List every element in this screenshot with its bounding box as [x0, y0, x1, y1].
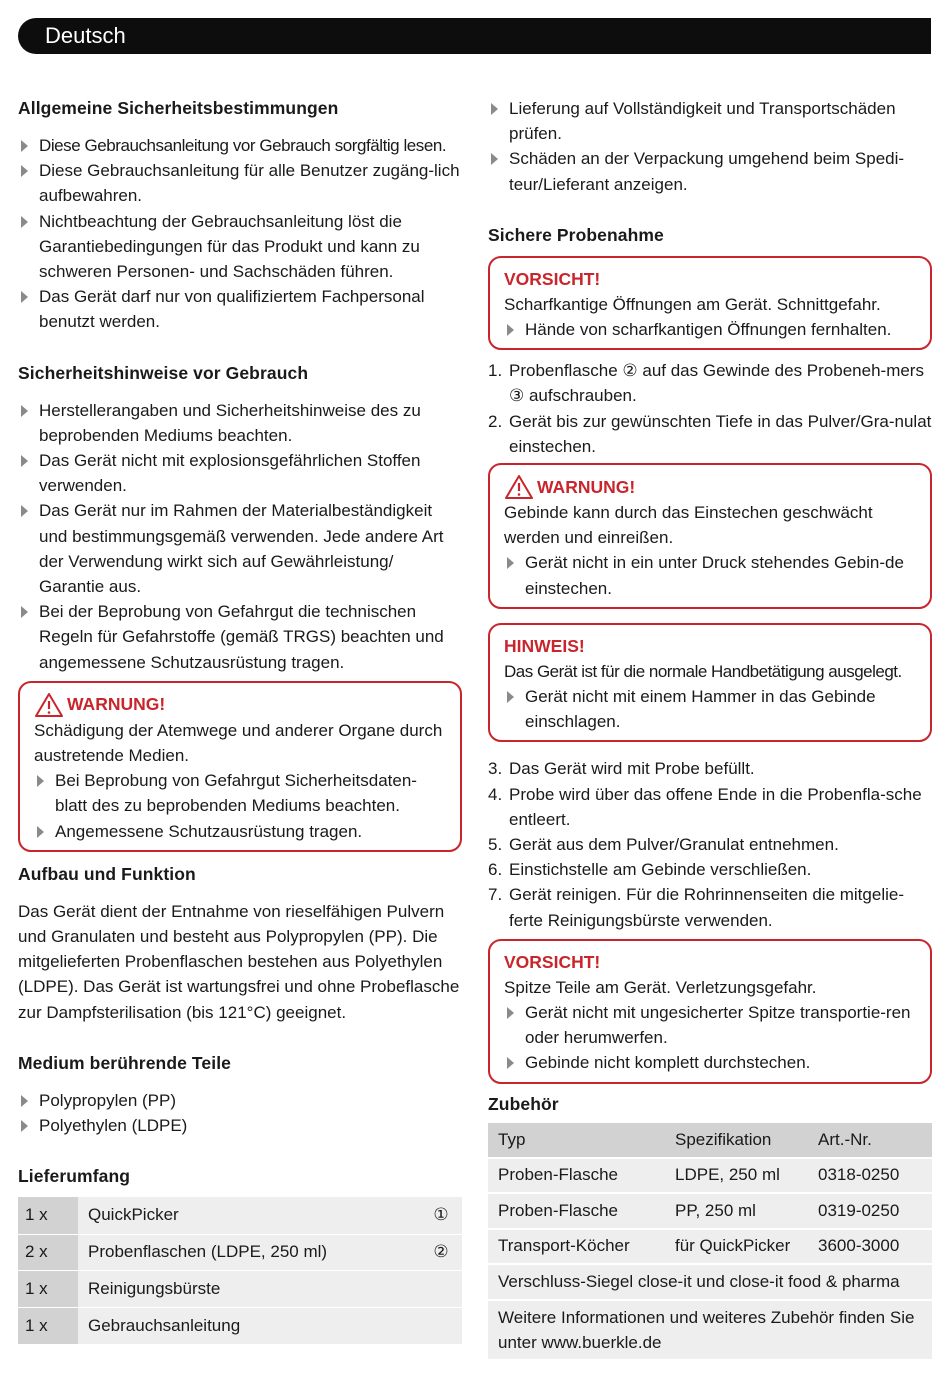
- warning-triangle-icon: [504, 474, 534, 500]
- right-column: [488, 96, 932, 1361]
- before-use-list: [18, 398, 462, 675]
- list-item: Bei der Beprobung von Gefahrgut die technischen Regeln für Gefahrstoffe (gemäß TRGS) beachten und angemessene Schutzausrüstung tragen.: [18, 599, 462, 675]
- function-text: Das Gerät dient der Entnahme von rieselfähigen Pulvern und Granulaten und besteht aus Polypropylen (PP). Die mitgelieferten Probenflaschen bestehen aus Polyethylen (LDPE). Das Gerät ist wartungsfrei und ohne Probeflasche zur Dampfsterilisation (bis 121°C) geeignet.: [18, 901, 460, 1022]
- list-item: Das Gerät nur im Rahmen der Materialbeständigkeit und bestimmungsgemäß verwenden. Jede andere Art der Verwendung wirkt sich auf Gewährleistung/ Garantie aus.: [18, 498, 462, 599]
- list-item: Das Gerät darf nur von qualifiziertem Fachpersonal benutzt werden.: [18, 284, 462, 334]
- warning-text: Gebinde kann durch das Einstechen geschwächt werden und einreißen.: [504, 503, 873, 548]
- table-row: Proben-Flasche PP, 250 ml 0319-0250: [488, 1193, 932, 1229]
- step-item: 3. Das Gerät wird mit Probe befüllt.: [488, 759, 755, 779]
- table-row: Transport-Köcher für QuickPicker 3600-3000: [488, 1229, 932, 1265]
- table-header-row: Typ Spezifikation Art.-Nr.: [488, 1123, 932, 1158]
- list-item: Polyethylen (LDPE): [18, 1113, 462, 1138]
- heading-delivery: Lieferumfang: [18, 1166, 131, 1187]
- list-item: Hände von scharfkantigen Öffnungen fernhalten.: [504, 317, 916, 342]
- heading-parts: Medium berührende Teile: [18, 1052, 231, 1073]
- caution-list: [504, 1000, 916, 1076]
- step-item: 7. Gerät reinigen. Für die Rohrinnenseiten die mitgelie-ferte Reinigungsbürste verwenden.: [488, 885, 904, 930]
- warning-text: Schädigung der Atemwege und anderer Organe durch austretende Medien.: [34, 720, 443, 766]
- warning-triangle-icon: [34, 692, 64, 718]
- delivery-check-list: [488, 96, 932, 197]
- heading-function: Aufbau und Funktion: [18, 863, 196, 884]
- list-item: Das Gerät nicht mit explosionsgefährlichen Stoffen verwenden.: [18, 448, 462, 498]
- notice-text: Das Gerät ist für die normale Handbetätigung ausgelegt.: [504, 661, 902, 681]
- warning-list: [504, 550, 916, 600]
- list-item: Herstellerangaben und Sicherheitshinweise des zu beprobenden Mediums beachten.: [18, 398, 462, 448]
- heading-before-use: Sicherheitshinweise vor Gebrauch: [18, 362, 309, 383]
- table-row: 1 x QuickPicker ①: [18, 1197, 462, 1234]
- caution-title: VORSICHT!: [504, 951, 601, 972]
- warning-list: [34, 768, 446, 844]
- table-row: 2 x Probenflaschen (LDPE, 250 ml) ②: [18, 1234, 462, 1271]
- list-item: Diese Gebrauchsanleitung für alle Benutzer zugäng-lich aufbewahren.: [18, 158, 462, 208]
- table-row: 1 x Reinigungsbürste: [18, 1271, 462, 1308]
- table-row: Verschluss-Siegel close-it und close-it food & pharma: [488, 1264, 932, 1300]
- accessories-table: [488, 1123, 932, 1361]
- list-item: Nichtbeachtung der Gebrauchsanleitung löst die Garantiebedingungen für das Produkt und kann zu schweren Personen- und Sachschäden führen.: [18, 209, 462, 285]
- warning-title: WARNUNG!: [504, 474, 916, 500]
- heading-accessories: Zubehör: [488, 1093, 559, 1114]
- caution-text: Spitze Teile am Gerät. Verletzungsgefahr.: [504, 977, 817, 997]
- list-item: Gerät nicht mit ungesicherter Spitze transportie-ren oder herumwerfen.: [504, 1000, 916, 1050]
- table-row: Proben-Flasche LDPE, 250 ml 0318-0250: [488, 1158, 932, 1194]
- caution-title: VORSICHT!: [504, 268, 601, 289]
- table-row: 1 x Gebrauchsanleitung: [18, 1308, 462, 1345]
- delivery-table: [18, 1197, 462, 1345]
- list-item: Schäden an der Verpackung umgehend beim Spedi-teur/Lieferant anzeigen.: [488, 146, 932, 196]
- notice-list: [504, 684, 916, 734]
- general-safety-list: [18, 133, 462, 335]
- list-item: Gebinde nicht komplett durchstechen.: [504, 1050, 916, 1075]
- caution-text: Scharfkantige Öffnungen am Gerät. Schnittgefahr.: [504, 294, 881, 314]
- caution-box-sharp-edges: [488, 256, 932, 350]
- language-bar: [18, 18, 931, 54]
- notice-title: HINWEIS!: [504, 635, 585, 656]
- warning-box-container: [488, 463, 932, 609]
- warning-box-respiratory: [18, 681, 462, 852]
- step-item: 4. Probe wird über das offene Ende in die Probenfla-sche entleert.: [488, 784, 922, 829]
- caution-box-sharp-tip: [488, 939, 932, 1084]
- list-item: Gerät nicht in ein unter Druck stehendes Gebin-de einstechen.: [504, 550, 916, 600]
- step-item: 6. Einstichstelle am Gebinde verschließen.: [488, 860, 812, 880]
- heading-sampling: Sichere Probenahme: [488, 224, 664, 245]
- steps-list-a: [488, 358, 932, 459]
- step-item: 1. Probenflasche ② auf das Gewinde des Probeneh-mers ③ aufschrauben.: [488, 361, 924, 406]
- table-row: Weitere Informationen und weiteres Zubehör finden Sie unter www.buerkle.de: [488, 1300, 932, 1360]
- warning-title: WARNUNG!: [34, 692, 446, 718]
- list-item: Gerät nicht mit einem Hammer in das Gebinde einschlagen.: [504, 684, 916, 734]
- language-label: Deutsch: [45, 23, 126, 48]
- steps-list-b: [488, 756, 932, 932]
- list-item: Diese Gebrauchsanleitung vor Gebrauch sorgfältig lesen.: [18, 133, 462, 158]
- list-item: Polypropylen (PP): [18, 1088, 462, 1113]
- notice-box: [488, 623, 932, 743]
- step-item: 5. Gerät aus dem Pulver/Granulat entnehmen.: [488, 835, 839, 855]
- list-item: Bei Beprobung von Gefahrgut Sicherheitsdaten-blatt des zu beprobenden Mediums beachten.: [34, 768, 446, 818]
- left-column: [18, 96, 462, 1345]
- step-item: 2. Gerät bis zur gewünschten Tiefe in das Pulver/Gra-nulat einstechen.: [488, 411, 932, 456]
- list-item: Lieferung auf Vollständigkeit und Transportschäden prüfen.: [488, 96, 932, 146]
- caution-list: [504, 317, 916, 342]
- parts-list: [18, 1088, 462, 1138]
- heading-general-safety: Allgemeine Sicherheitsbestimmungen: [18, 98, 339, 118]
- list-item: Angemessene Schutzausrüstung tragen.: [34, 819, 446, 844]
